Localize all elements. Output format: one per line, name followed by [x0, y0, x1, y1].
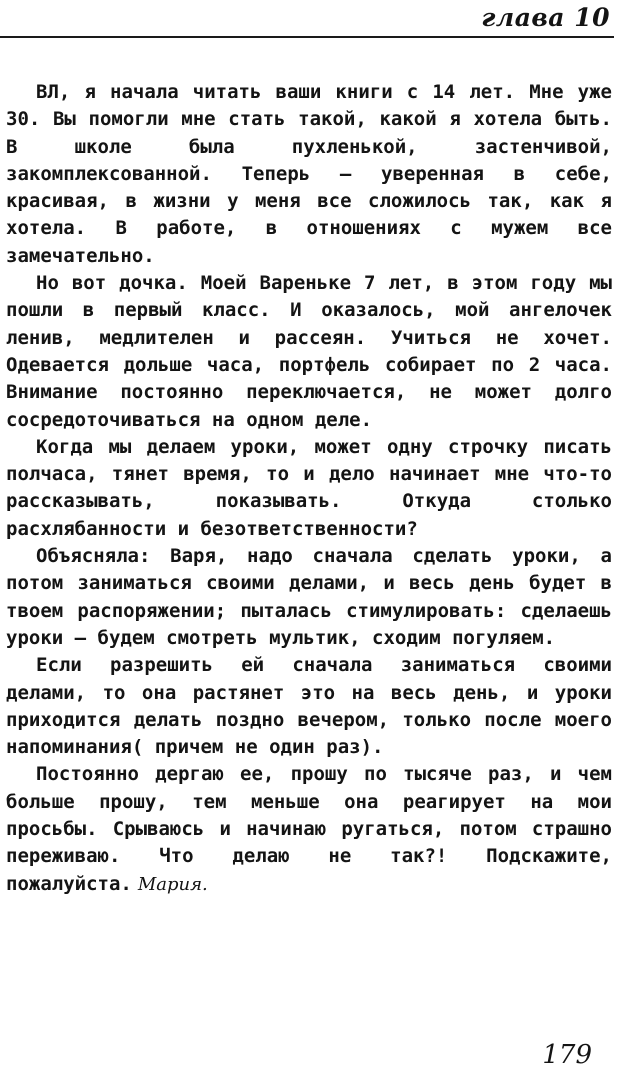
paragraph-3: Когда мы делаем уроки, может одну строчку писать полчаса, тянет время, то и дело начинает мне что-то рассказывать, показывать. Откуда столько расхлябанности и безответственности?: [6, 435, 612, 540]
paragraph-5: Если разрешить ей сначала заниматься своими делами, то она растянет это на весь день, и уроки приходится делать поздно вечером, только после моего напоминания( причем не один раз).: [6, 654, 612, 759]
letter-body: [6, 79, 612, 898]
header-rule: [0, 36, 614, 38]
paragraph-1: ВЛ, я начала читать ваши книги с 14 лет. Мне уже 30. Вы помогли мне стать такой, какой я хотела быть. В школе была пухленькой, застенчивой, закомплексованной. Теперь — уверенная в себе, красивая, в жизни у меня все сложилось так, как я хотела. В работе, в отношениях с мужем все замечательно.: [6, 81, 612, 267]
signature: Мария.: [137, 873, 208, 895]
page-number: 179: [542, 1040, 592, 1070]
page-header: [0, 0, 620, 46]
paragraph-6: [6, 761, 612, 897]
chapter-title: глава 10: [481, 3, 610, 32]
paragraph-2: Но вот дочка. Моей Вареньке 7 лет, в этом году мы пошли в первый класс. И оказалось, мой ангелочек ленив, медлителен и рассеян. Учиться не хочет. Одевается дольше часа, портфель собирает по 2 часа. Внимание постоянно переключается, не может долго сосредоточиваться на одном деле.: [6, 272, 612, 431]
paragraph-6-text: Постоянно дергаю ее, прошу по тысяче раз, и чем больше прошу, тем меньше она реагирует на мои просьбы. Срываюсь и начинаю ругаться, потом страшно переживаю. Что делаю не так?! Подскажите, пожалуйста.: [6, 763, 612, 895]
paragraph-4: Объясняла: Варя, надо сначала сделать уроки, а потом заниматься своими делами, и весь день будет в твоем распоряжении; пыталась стимулировать: сделаешь уроки — будем смотреть мультик, сходим погуляем.: [6, 545, 612, 649]
